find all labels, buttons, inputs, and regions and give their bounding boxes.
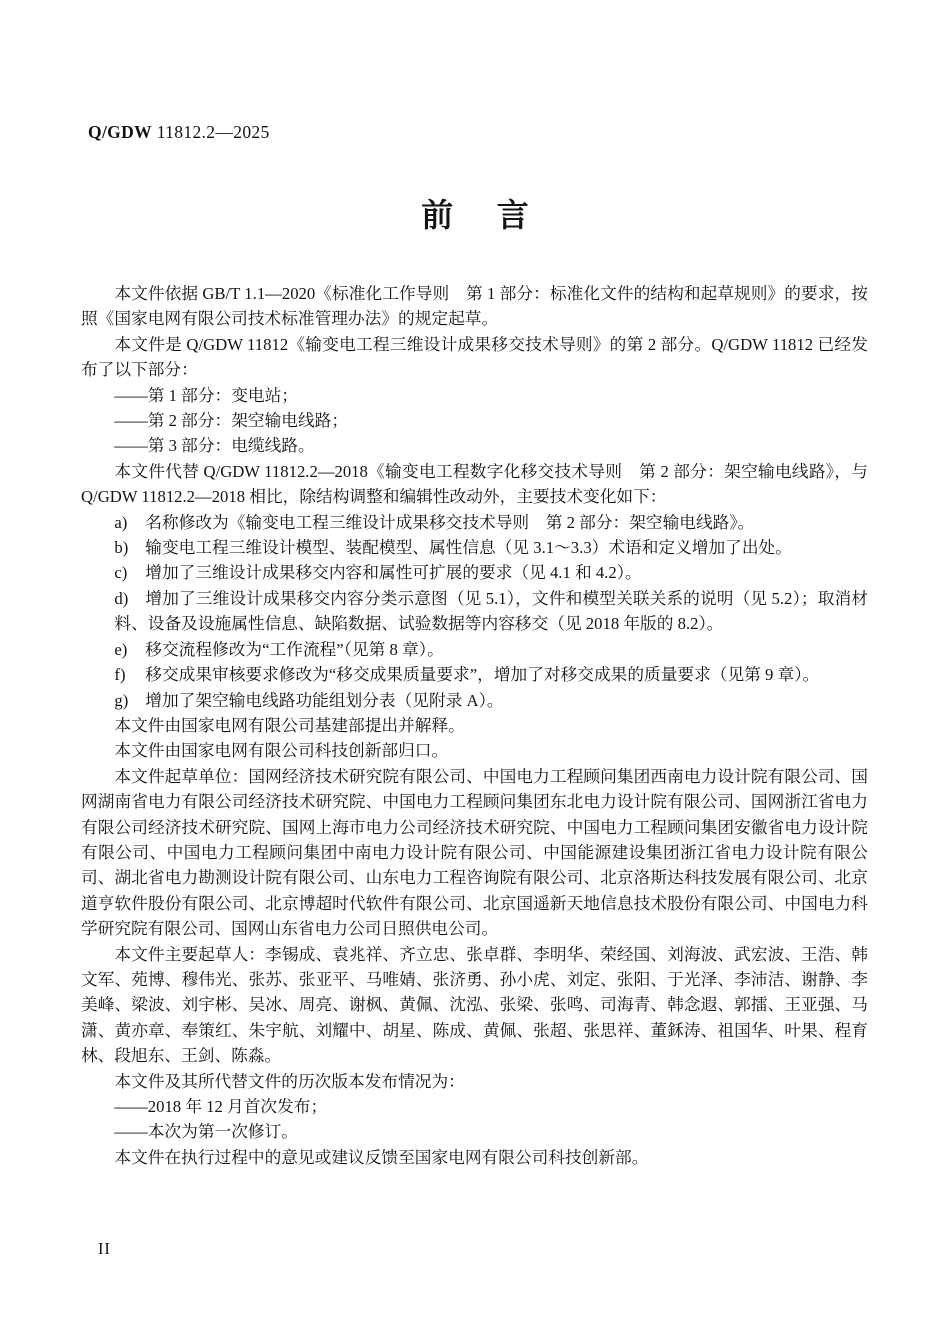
change-list-item	[81, 510, 868, 535]
change-list-item	[81, 688, 868, 713]
foreword-content	[81, 281, 868, 1170]
paragraph-basis: 本文件依据 GB/T 1.1—2020《标准化工作导则 第 1 部分：标准化文件的结构和起草规则》的要求，按照《国家电网有限公司技术标准管理办法》的规定起草。	[81, 284, 868, 329]
standard-code-header	[88, 122, 270, 143]
change-item-text: 增加了三维设计成果移交内容和属性可扩展的要求（见 4.1 和 4.2）。	[145, 563, 642, 583]
change-list-item	[81, 535, 868, 560]
change-item-label: a)	[114, 512, 128, 532]
paragraph-main-drafters: 本文件主要起草人：李锡成、袁兆祥、齐立忠、张卓群、李明华、荣经国、刘海波、武宏波、王浩、韩文军、苑博、穆伟光、张苏、张亚平、马唯婧、张济勇、孙小虎、刘定、张阳、于光泽、李沛洁、谢静、李美峰、梁波、刘宇彬、吴冰、周亮、谢枫、黄佩、沈泓、张梁、张鸣、司海青、韩念遐、郭擂、王亚强、马潇、黄亦章、奉策红、朱宇航、刘耀中、胡星、陈成、黄佩、张超、张思祥、董鉌涛、祖国华、叶果、程育林、段旭东、王剑、陈淼。	[81, 944, 868, 1066]
standard-code-number: 11812.2—2025	[151, 122, 270, 142]
series-part-item: ——第 2 部分：架空输电线路；	[114, 411, 349, 431]
paragraph-history-intro: 本文件及其所代替文件的历次版本发布情况为：	[114, 1071, 465, 1091]
paragraph-feedback: 本文件在执行过程中的意见或建议反馈至国家电网有限公司科技创新部。	[114, 1147, 649, 1167]
change-item-text: 增加了三维设计成果移交内容分类示意图（见 5.1），文件和模型关联关系的说明（见 5.2）；取消材料、设备及设施属性信息、缺陷数据、试验数据等内容移交（见 2018 年版的 8.2）。	[114, 588, 868, 634]
change-item-label: g)	[114, 690, 129, 710]
series-part-item: ——第 1 部分：变电站；	[114, 385, 298, 405]
history-item: ——本次为第一次修订。	[114, 1122, 298, 1142]
page-number: II	[98, 1239, 111, 1258]
paragraph-centralized-by: 本文件由国家电网有限公司科技创新部归口。	[114, 741, 449, 761]
change-item-label: b)	[114, 538, 129, 558]
change-list-item	[81, 662, 868, 687]
paragraph-drafting-organizations: 本文件起草单位：国网经济技术研究院有限公司、中国电力工程顾问集团西南电力设计院有限公司、国网湖南省电力有限公司经济技术研究院、中国电力工程顾问集团东北电力设计院有限公司、国网浙江省电力有限公司经济技术研究院、国网上海市电力公司经济技术研究院、中国电力工程顾问集团安徽省电力设计院有限公司、中国电力工程顾问集团中南电力设计院有限公司、中国能源建设集团浙江省电力设计院有限公司、湖北省电力勘测设计院有限公司、山东电力工程咨询院有限公司、北京洛斯达科技发展有限公司、北京道亨软件股份有限公司、北京博超时代软件有限公司、北京国遥新天地信息技术股份有限公司、中国电力科学研究院有限公司、国网山东省电力公司日照供电公司。	[81, 766, 868, 939]
standard-code-prefix: Q/GDW	[88, 122, 152, 142]
change-list-item	[81, 560, 868, 585]
change-list-item	[81, 586, 868, 637]
paragraph-replaces: 本文件代替 Q/GDW 11812.2—2018《输变电工程数字化移交技术导则 第 2 部分：架空输电线路》，与 Q/GDW 11812.2—2018 相比，除结构调整和编辑性改动外，主要技术变化如下：	[81, 461, 868, 507]
paragraph-proposed-by: 本文件由国家电网有限公司基建部提出并解释。	[114, 715, 465, 735]
series-part-item: ——第 3 部分：电缆线路。	[114, 436, 315, 456]
history-item: ——2018 年 12 月首次发布；	[114, 1097, 328, 1116]
change-item-label: c)	[114, 563, 128, 583]
change-item-label: e)	[114, 639, 128, 659]
change-item-text: 移交成果审核要求修改为“移交成果质量要求”，增加了对移交成果的质量要求（见第 9 章）。	[145, 665, 820, 685]
change-item-label: d)	[114, 588, 129, 608]
change-item-text: 输变电工程三维设计模型、装配模型、属性信息（见 3.1～3.3）术语和定义增加了出处。	[145, 538, 792, 558]
change-item-label: f)	[114, 665, 126, 685]
change-item-text: 名称修改为《输变电工程三维设计成果移交技术导则 第 2 部分：架空输电线路》。	[145, 512, 755, 532]
paragraph-series: 本文件是 Q/GDW 11812《输变电工程三维设计成果移交技术导则》的第 2 部分。Q/GDW 11812 已经发布了以下部分：	[81, 334, 868, 380]
change-item-text: 移交流程修改为“工作流程”（见第 8 章）。	[145, 639, 444, 659]
change-list-item	[81, 637, 868, 662]
foreword-title: 前 言	[421, 197, 535, 233]
change-item-text: 增加了架空输电线路功能组划分表（见附录 A）。	[145, 690, 504, 710]
